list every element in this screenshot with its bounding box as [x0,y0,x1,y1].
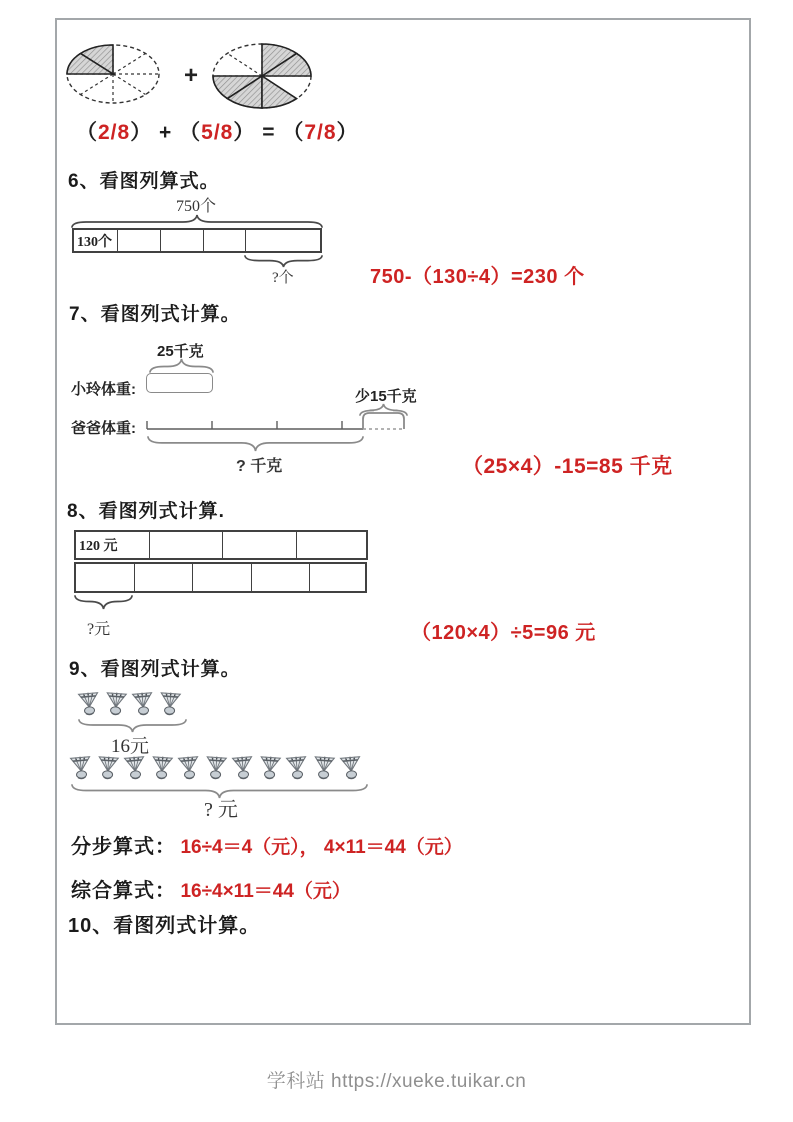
paren-open: （ [76,121,98,144]
q9-shuttle-row-1 [77,690,182,719]
q7-unknown-brace [148,437,363,451]
q7-top-value: 25千克 [157,343,204,360]
bar-cell [252,564,310,591]
shuttlecock-icon [76,689,102,720]
bar-cell [204,230,246,251]
q9-title: 9、看图列式计算。 [69,659,241,680]
fraction-2: 5/8 [201,121,234,144]
q7-unknown-label: ? 千克 [236,458,283,475]
bar-cell [161,230,204,251]
shuttlecock-icon [176,753,202,784]
q6-total-label: 750个 [176,198,217,215]
bar-cell-labeled: 120 元 [76,532,150,558]
shuttlecock-icon [95,753,121,784]
svg-text:+: + [184,62,199,89]
q7-dad-line-diagram [146,410,410,434]
fraction-3: 7/8 [304,121,337,144]
bar-cell [297,532,366,558]
bar-cell [193,564,252,591]
shuttlecock-icon [203,753,229,784]
shuttlecock-icon [257,753,283,784]
bar-cell [118,230,161,251]
q8-title: 8、看图列式计算. [67,501,225,522]
bar-cell [135,564,193,591]
shuttlecock-icon [68,753,94,784]
bar-cell-labeled: 130个 [74,230,118,251]
q10-title: 10、看图列式计算。 [68,915,261,937]
shuttlecock-icon [230,753,256,784]
equals-sign: = [262,121,276,144]
footer-site-link: 学科站 https://xueke.tuikar.cn [266,1071,527,1092]
paren-close: ） [233,121,256,144]
q9-unknown-label: ? 元 [204,799,238,821]
q9-combined-answer: 16÷4×11＝44（元） [180,881,351,902]
q6-total-brace [72,215,322,227]
shuttlecock-icon [122,753,148,784]
q7-row1-label: 小玲体重: [71,381,136,398]
bar-cell [246,230,320,251]
q6-title: 6、看图列算式。 [68,171,220,192]
fraction-equation [76,116,359,146]
q8-top-bar [74,530,368,560]
shuttlecock-icon [130,689,156,720]
paren-open: （ [179,121,202,144]
q7-title: 7、看图列式计算。 [69,304,241,325]
q6-bar-diagram [72,228,322,253]
q7-row2-label: 爸爸体重: [71,420,136,437]
q9-combined-label: 综合算式： [71,880,176,902]
bar-cell [223,532,297,558]
bar-cell [76,564,135,591]
shuttlecock-icon [311,753,337,784]
paren-close: ） [336,121,359,144]
paren-open: （ [282,121,305,144]
q9-step-answer: 16÷4＝4（元）， 4×11＝44（元） [180,837,463,858]
plus-sign: + [159,121,173,144]
q9-group-price: 16元 [111,736,150,757]
bar-cell [310,564,365,591]
q9-step-label: 分步算式： [71,836,176,858]
q8-bottom-bar [74,562,367,593]
shuttlecock-icon [103,689,129,720]
fraction-pies-figure [66,38,326,114]
q9-shuttle-row-2 [69,754,363,783]
shuttlecock-icon [149,753,175,784]
paren-close: ） [130,121,153,144]
fraction-1: 2/8 [98,121,131,144]
bar-cell [150,532,223,558]
shuttlecock-icon [157,689,183,720]
shuttlecock-icon [338,753,364,784]
q6-unknown-label: ?个 [272,270,294,286]
shuttlecock-icon [284,753,310,784]
q7-xiaoling-box [146,373,213,393]
q7-answer: （25×4）-15=85 千克 [462,455,673,478]
q7-less-label: 少15千克 [355,388,417,405]
q6-answer: 750-（130÷4）=230 个 [370,266,585,288]
q8-answer: （120×4）÷5=96 元 [411,622,596,644]
q7-top-brace [150,359,213,372]
q8-unknown-label: ?元 [87,621,111,638]
q8-unknown-brace [75,596,132,609]
